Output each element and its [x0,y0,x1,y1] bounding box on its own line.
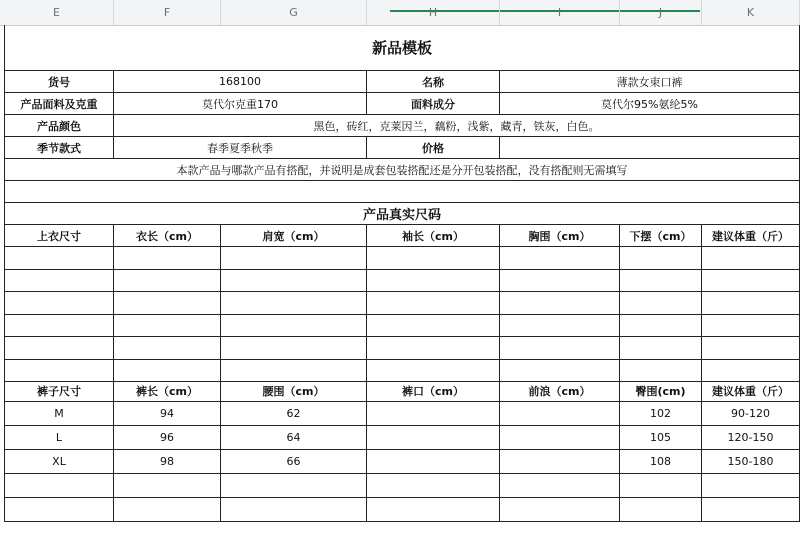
column-header-f[interactable]: F [114,0,221,25]
empty-cell[interactable] [4,337,114,360]
empty-cell[interactable] [367,270,500,293]
sku-value[interactable]: 168100 [114,71,367,93]
column-header-i[interactable]: I [500,0,620,25]
season-value[interactable]: 春季夏季秋季 [114,137,367,159]
table-cell[interactable]: 96 [114,426,221,450]
empty-cell[interactable] [4,292,114,315]
table-cell[interactable]: 94 [114,402,221,426]
empty-cell[interactable] [367,498,500,522]
empty-cell[interactable] [221,498,367,522]
empty-cell[interactable] [114,292,221,315]
empty-cell[interactable] [367,474,500,498]
table-cell[interactable] [367,450,500,474]
empty-cell[interactable] [114,474,221,498]
empty-cell[interactable] [500,292,620,315]
empty-cell[interactable] [367,315,500,338]
table-cell[interactable] [500,450,620,474]
empty-cell[interactable] [114,270,221,293]
column-header-e[interactable]: E [0,0,114,25]
empty-cell[interactable] [702,247,800,270]
table-cell[interactable]: M [4,402,114,426]
table-cell[interactable]: L [4,426,114,450]
empty-cell[interactable] [620,270,702,293]
empty-cell[interactable] [4,474,114,498]
empty-cell[interactable] [4,498,114,522]
empty-cell[interactable] [367,337,500,360]
empty-cell[interactable] [620,337,702,360]
table-cell[interactable]: 102 [620,402,702,426]
empty-cell[interactable] [620,292,702,315]
name-label[interactable]: 名称 [367,71,500,93]
empty-cell[interactable] [620,360,702,383]
empty-cell[interactable] [702,474,800,498]
empty-cell[interactable] [500,270,620,293]
empty-cell[interactable] [702,498,800,522]
empty-cell[interactable] [4,247,114,270]
table-cell[interactable]: 108 [620,450,702,474]
empty-cell[interactable] [702,270,800,293]
empty-cell[interactable] [500,247,620,270]
color-label[interactable]: 产品颜色 [4,115,114,137]
table-cell[interactable]: 150-180 [702,450,800,474]
season-label[interactable]: 季节款式 [4,137,114,159]
empty-cell[interactable] [367,360,500,383]
empty-cell[interactable] [702,360,800,383]
table-cell[interactable]: 120-150 [702,426,800,450]
price-label[interactable]: 价格 [367,137,500,159]
sku-label[interactable]: 货号 [4,71,114,93]
table-cell[interactable]: 90-120 [702,402,800,426]
table-cell[interactable]: 98 [114,450,221,474]
empty-cell[interactable] [221,337,367,360]
column-header-j[interactable]: J [620,0,702,25]
empty-cell[interactable] [702,337,800,360]
spreadsheet-grid [0,25,800,534]
table-header-cell[interactable]: 胸围（cm） [500,225,620,247]
table-header-cell[interactable]: 臀围(cm) [620,380,702,402]
composition-label[interactable]: 面料成分 [367,93,500,115]
size-section-title[interactable]: 产品真实尺码 [4,203,800,225]
empty-cell[interactable] [221,270,367,293]
empty-cell[interactable] [114,315,221,338]
empty-cell[interactable] [500,315,620,338]
table-header-cell[interactable]: 上衣尺寸 [4,225,114,247]
table-cell[interactable] [367,426,500,450]
empty-cell[interactable] [620,474,702,498]
empty-cell[interactable] [620,247,702,270]
empty-cell[interactable] [221,315,367,338]
column-header-g[interactable]: G [221,0,367,25]
table-header-cell[interactable]: 裤子尺寸 [4,380,114,402]
column-header-bar [0,0,800,26]
empty-cell[interactable] [500,498,620,522]
name-value[interactable]: 薄款女束口裤 [500,71,800,93]
empty-cell[interactable] [500,337,620,360]
table-cell[interactable] [500,426,620,450]
table-cell[interactable] [500,402,620,426]
empty-cell[interactable] [500,360,620,383]
table-cell[interactable]: 105 [620,426,702,450]
empty-cell[interactable] [114,247,221,270]
table-header-cell[interactable]: 下摆（cm） [620,225,702,247]
color-value[interactable]: 黑色，砖红，克莱因兰，藕粉，浅紫，藏青，铁灰，白色。 [114,115,800,137]
empty-cell[interactable] [702,315,800,338]
table-header-cell[interactable]: 裤口（cm） [367,380,500,402]
empty-cell[interactable] [500,474,620,498]
empty-cell[interactable] [367,292,500,315]
table-cell[interactable]: 62 [221,402,367,426]
empty-cell[interactable] [221,360,367,383]
fabric-value[interactable]: 莫代尔克重170 [114,93,367,115]
table-header-cell[interactable]: 袖长（cm） [367,225,500,247]
composition-value[interactable]: 莫代尔95%氨纶5% [500,93,800,115]
empty-cell[interactable] [4,270,114,293]
empty-cell[interactable] [4,360,114,383]
table-header-cell[interactable]: 肩宽（cm） [221,225,367,247]
table-header-cell[interactable]: 前浪（cm） [500,380,620,402]
empty-cell[interactable] [620,315,702,338]
empty-cell[interactable] [4,315,114,338]
table-header-cell[interactable]: 建议体重（斤） [702,380,800,402]
table-cell[interactable] [367,402,500,426]
empty-cell[interactable] [221,474,367,498]
matching-note[interactable]: 本款产品与哪款产品有搭配，并说明是成套包装搭配还是分开包装搭配，没有搭配则无需填写 [4,159,800,181]
table-header-cell[interactable]: 腰围（cm） [221,380,367,402]
table-cell[interactable]: 64 [221,426,367,450]
template-title[interactable]: 新品模板 [4,25,800,71]
empty-cell[interactable] [114,498,221,522]
table-cell[interactable]: 66 [221,450,367,474]
empty-cell[interactable] [114,360,221,383]
empty-cell[interactable] [221,247,367,270]
empty-cell[interactable] [221,292,367,315]
empty-cell[interactable] [620,498,702,522]
empty-cell[interactable] [367,247,500,270]
table-header-cell[interactable]: 衣长（cm） [114,225,221,247]
table-cell[interactable]: XL [4,450,114,474]
column-header-h[interactable]: H [367,0,500,25]
price-value[interactable] [500,137,800,159]
empty-cell[interactable] [702,292,800,315]
table-header-cell[interactable]: 裤长（cm） [114,380,221,402]
blank-row[interactable] [4,181,800,203]
fabric-label[interactable]: 产品面料及克重 [4,93,114,115]
empty-cell[interactable] [114,337,221,360]
column-header-k[interactable]: K [702,0,800,25]
table-header-cell[interactable]: 建议体重（斤） [702,225,800,247]
